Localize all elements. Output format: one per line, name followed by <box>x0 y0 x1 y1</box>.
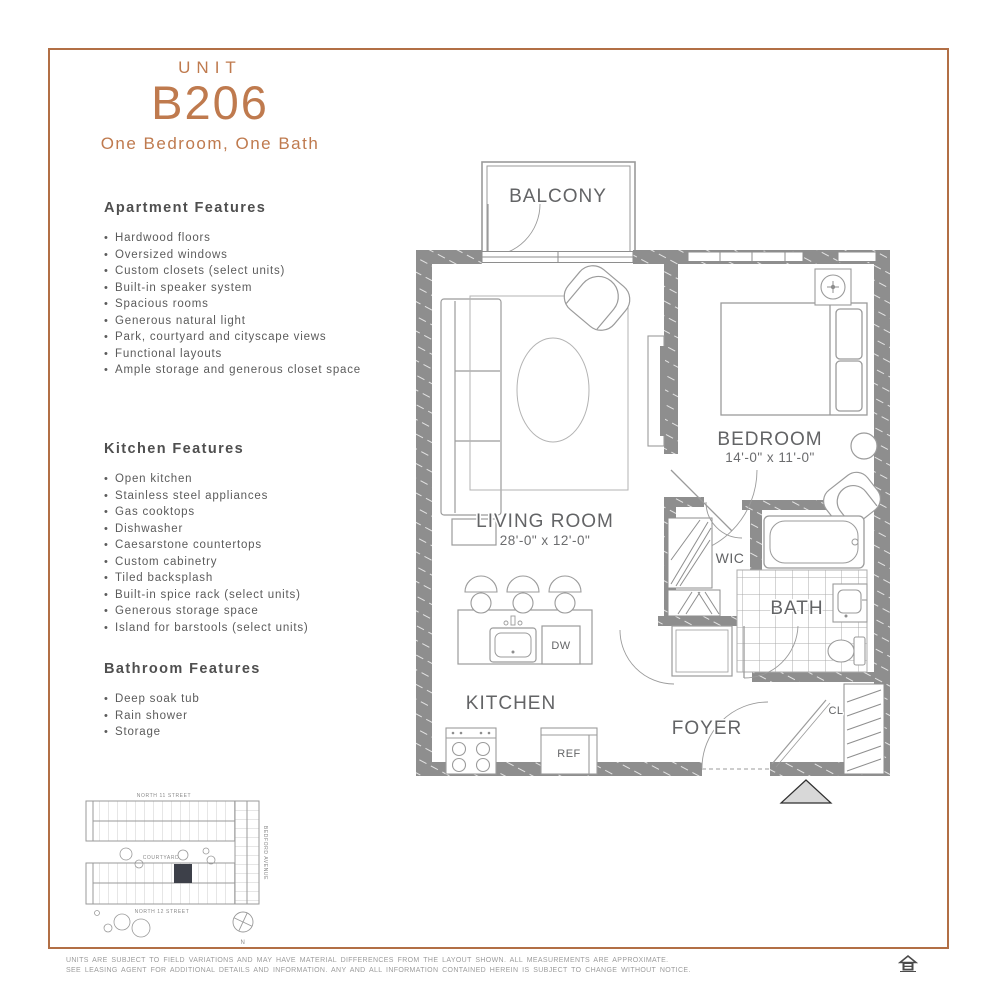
wic-label: WIC <box>715 550 745 566</box>
entry-marker-triangle <box>781 780 831 803</box>
avenue-label: BEDFORD AVENUE <box>262 825 268 881</box>
kitchen-island <box>458 610 592 664</box>
site-plan <box>55 785 290 965</box>
feature-item: • Rain shower <box>104 708 434 725</box>
unit-number: B206 <box>151 76 269 129</box>
bedroom-dims: 14'-0" x 11'-0" <box>725 450 815 465</box>
equal-housing-icon <box>898 954 918 974</box>
bedroom-label: BEDROOM <box>717 429 823 450</box>
balcony-label: BALCONY <box>509 186 607 207</box>
feature-item: • Hardwood floors <box>104 230 434 247</box>
refrigerator-label: REF <box>557 748 581 760</box>
unit-header <box>60 58 360 154</box>
feature-item: • Tiled backsplash <box>104 570 434 587</box>
living-room-label: LIVING ROOM <box>476 511 614 532</box>
bathroom-features-section <box>104 661 434 741</box>
dishwasher-label: DW <box>551 640 571 652</box>
wic-closet-rods <box>668 518 720 616</box>
building-outline <box>86 801 259 904</box>
compass-n-label: N <box>240 940 246 946</box>
feature-item: • Built-in speaker system <box>104 280 434 297</box>
street-bottom-label: NORTH 12 STREET <box>134 909 190 915</box>
bathtub <box>764 516 864 568</box>
floor-plan-drawing <box>408 148 918 808</box>
barstools <box>465 576 581 613</box>
feature-item: • Island for barstools (select units) <box>104 620 434 637</box>
sofa <box>441 299 501 545</box>
unit-subtitle: One Bedroom, One Bath <box>100 134 320 153</box>
bathroom-features-heading: Bathroom Features <box>104 661 261 677</box>
feature-item: • Custom cabinetry <box>104 554 434 571</box>
feature-item: • Oversized windows <box>104 247 434 264</box>
feature-item: • Dishwasher <box>104 521 434 538</box>
closet-label: CL <box>828 705 844 717</box>
entry-closet-shelves <box>844 684 884 774</box>
feature-item: • Ample storage and generous closet space <box>104 362 434 379</box>
foyer-label: FOYER <box>671 718 743 739</box>
hall-closet <box>672 626 732 676</box>
courtyard-label: COURTYARD <box>142 855 180 861</box>
stove <box>446 728 496 774</box>
feature-item: • Built-in spice rack (select units) <box>104 587 434 604</box>
kitchen-features-list <box>104 471 434 636</box>
living-room-dims: 28'-0" x 12'-0" <box>499 533 591 548</box>
disclaimer-line-2: SEE LEASING AGENT FOR ADDITIONAL DETAILS AND INFORMATION. ANY AND ALL INFORMATION CONTAINED HEREIN IS SUBJECT TO CHANGE WITHOUT NOTICE. <box>66 967 691 974</box>
apartment-features-list <box>104 230 434 379</box>
feature-item: • Functional layouts <box>104 346 434 363</box>
side-table <box>851 433 877 459</box>
feature-item: • Gas cooktops <box>104 504 434 521</box>
kitchen-label: KITCHEN <box>465 693 557 714</box>
hall-closet-door <box>620 630 674 684</box>
feature-item: • Spacious rooms <box>104 296 434 313</box>
kitchen-features-heading: Kitchen Features <box>104 441 245 457</box>
feature-item: • Storage <box>104 724 434 741</box>
bed <box>721 303 867 415</box>
unit-location-marker <box>174 864 192 883</box>
bath-label: BATH <box>770 598 824 619</box>
compass <box>230 909 257 936</box>
apartment-features-section <box>104 200 434 379</box>
unit-label: UNIT <box>178 58 242 77</box>
bathroom-features-list <box>104 691 434 741</box>
feature-item: • Park, courtyard and cityscape views <box>104 329 434 346</box>
armchair <box>557 259 636 337</box>
street-top-label: NORTH 11 STREET <box>136 793 192 799</box>
feature-item: • Generous storage space <box>104 603 434 620</box>
kitchen-features-section <box>104 441 434 636</box>
feature-item: • Custom closets (select units) <box>104 263 434 280</box>
ceiling-column-symbol <box>815 269 851 305</box>
feature-item: • Caesarstone countertops <box>104 537 434 554</box>
feature-item: • Stainless steel appliances <box>104 488 434 505</box>
feature-item: • Open kitchen <box>104 471 434 488</box>
balcony-outline <box>482 162 635 262</box>
feature-item: • Deep soak tub <box>104 691 434 708</box>
vanity-sink <box>833 584 867 622</box>
tv-console <box>648 336 665 446</box>
disclaimer <box>66 956 706 976</box>
disclaimer-line-1: UNITS ARE SUBJECT TO FIELD VARIATIONS AND MAY HAVE MATERIAL DIFFERENCES FROM THE LAYOUT SHOWN. ALL MEASUREMENTS ARE APPROXIMATE. <box>66 957 669 964</box>
apartment-features-heading: Apartment Features <box>104 200 267 216</box>
feature-item: • Generous natural light <box>104 313 434 330</box>
